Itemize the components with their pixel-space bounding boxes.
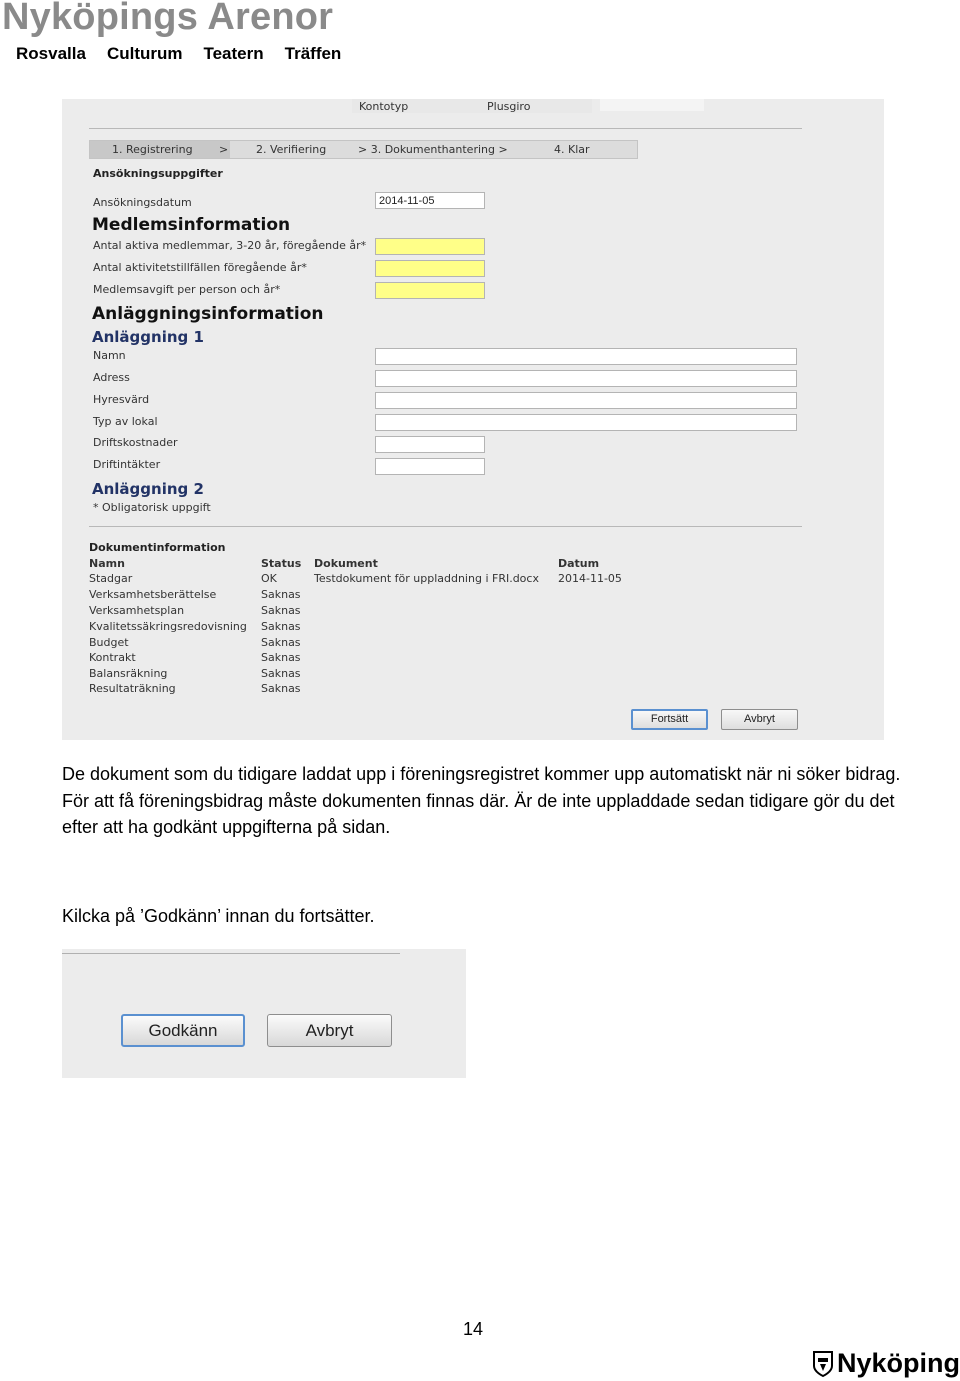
operating-income-field[interactable] (375, 458, 485, 475)
approve-panel-screenshot (62, 949, 466, 1078)
nav-link-teatern[interactable]: Teatern (203, 44, 264, 63)
step-separator: > (219, 143, 229, 156)
crest-icon (812, 1350, 834, 1378)
facility-field-label-costs: Driftskostnader (93, 436, 178, 449)
continue-button[interactable]: Fortsätt (631, 709, 708, 730)
facility-heading: Anläggningsinformation (92, 304, 324, 324)
facility-landlord-field[interactable] (375, 392, 797, 409)
row-name: Resultaträkning (89, 682, 176, 695)
logo-text: Nyköping (837, 1348, 960, 1378)
step-klar: 4. Klar (554, 143, 590, 156)
footer-logo (812, 1348, 960, 1379)
member-field-label-active: Antal aktiva medlemmar, 3-20 år, föregående år* (93, 239, 367, 252)
facility-2-heading: Anläggning 2 (92, 480, 204, 498)
documents-heading: Dokumentinformation (89, 541, 226, 554)
application-date-label: Ansökningsdatum (93, 196, 192, 209)
row-status: Saknas (261, 604, 301, 617)
page-number: 14 (463, 1319, 484, 1339)
activity-sessions-field[interactable] (375, 260, 485, 277)
step-registrering: 1. Registrering (112, 143, 193, 156)
divider (89, 128, 802, 129)
row-name: Kvalitetssäkringsredovisning (89, 620, 247, 633)
column-header-status: Status (261, 557, 302, 570)
cancel-button[interactable]: Avbryt (721, 709, 798, 730)
facility-field-label-name: Namn (93, 349, 126, 362)
row-document-link[interactable]: Testdokument för uppladdning i FRI.docx (314, 572, 539, 585)
row-status: Saknas (261, 651, 301, 664)
row-name: Balansräkning (89, 667, 168, 680)
row-name: Verksamhetsplan (89, 604, 185, 617)
membership-fee-field[interactable] (375, 282, 485, 299)
facility-field-label-income: Driftintäkter (93, 458, 161, 471)
section-application: Ansökningsuppgifter (93, 167, 223, 180)
row-name: Stadgar (89, 572, 133, 585)
facility-field-label-address: Adress (93, 371, 130, 384)
row-status: Saknas (261, 667, 301, 680)
divider (89, 526, 802, 527)
row-status: OK (261, 572, 277, 585)
member-field-label-fee: Medlemsavgift per person och år* (93, 283, 281, 296)
row-name: Kontrakt (89, 651, 136, 664)
row-status: Saknas (261, 636, 301, 649)
column-header-document: Dokument (314, 557, 378, 570)
site-nav (16, 44, 362, 64)
account-type-value: Plusgiro (487, 100, 531, 113)
application-date-field[interactable] (375, 192, 485, 209)
facility-address-field[interactable] (375, 370, 797, 387)
row-name: Budget (89, 636, 129, 649)
step-dokumenthantering: > 3. Dokumenthantering > (358, 143, 508, 156)
facility-type-field[interactable] (375, 414, 797, 431)
required-note: * Obligatorisk uppgift (93, 501, 211, 514)
account-type-label: Kontotyp (359, 100, 409, 113)
panel-cancel-button[interactable]: Avbryt (267, 1014, 392, 1047)
facility-1-heading: Anläggning 1 (92, 328, 204, 346)
progress-steps (89, 140, 638, 159)
top-strip-field (600, 99, 704, 111)
row-status: Saknas (261, 620, 301, 633)
site-title: Nyköpings Arenor (2, 0, 334, 38)
row-date: 2014-11-05 (558, 572, 622, 585)
member-field-label-activities: Antal aktivitetstillfällen föregående år* (93, 261, 307, 274)
column-header-date: Datum (558, 557, 600, 570)
active-members-field[interactable] (375, 238, 485, 255)
row-status: Saknas (261, 682, 301, 695)
nav-link-culturum[interactable]: Culturum (106, 44, 183, 63)
row-status: Saknas (261, 588, 301, 601)
nav-link-rosvalla[interactable]: Rosvalla (16, 44, 86, 63)
body-paragraph: De dokument som du tidigare laddat upp i föreningsregistret kommer upp automatiskt när ni söker bidrag. För att få föreningsbidrag måste dokumenten finnas där. Är de inte uppladdade sedan tidigare gör du det efter att ha godkänt uppgifterna på sidan. (62, 764, 901, 837)
facility-name-field[interactable] (375, 348, 797, 365)
row-name: Verksamhetsberättelse (89, 588, 217, 601)
facility-field-label-landlord: Hyresvärd (93, 393, 150, 406)
nav-link-traffen[interactable]: Träffen (284, 44, 342, 63)
operating-costs-field[interactable] (375, 436, 485, 453)
application-form-screenshot (62, 99, 884, 740)
step-verifiering: 2. Verifiering (256, 143, 327, 156)
member-heading: Medlemsinformation (92, 215, 291, 235)
divider (62, 953, 400, 954)
instruction-text: Kilcka på ’Godkänn’ innan du fortsätter. (62, 906, 375, 926)
facility-field-label-type: Typ av lokal (93, 415, 158, 428)
column-header-name: Namn (89, 557, 125, 570)
approve-button[interactable]: Godkänn (121, 1014, 245, 1047)
